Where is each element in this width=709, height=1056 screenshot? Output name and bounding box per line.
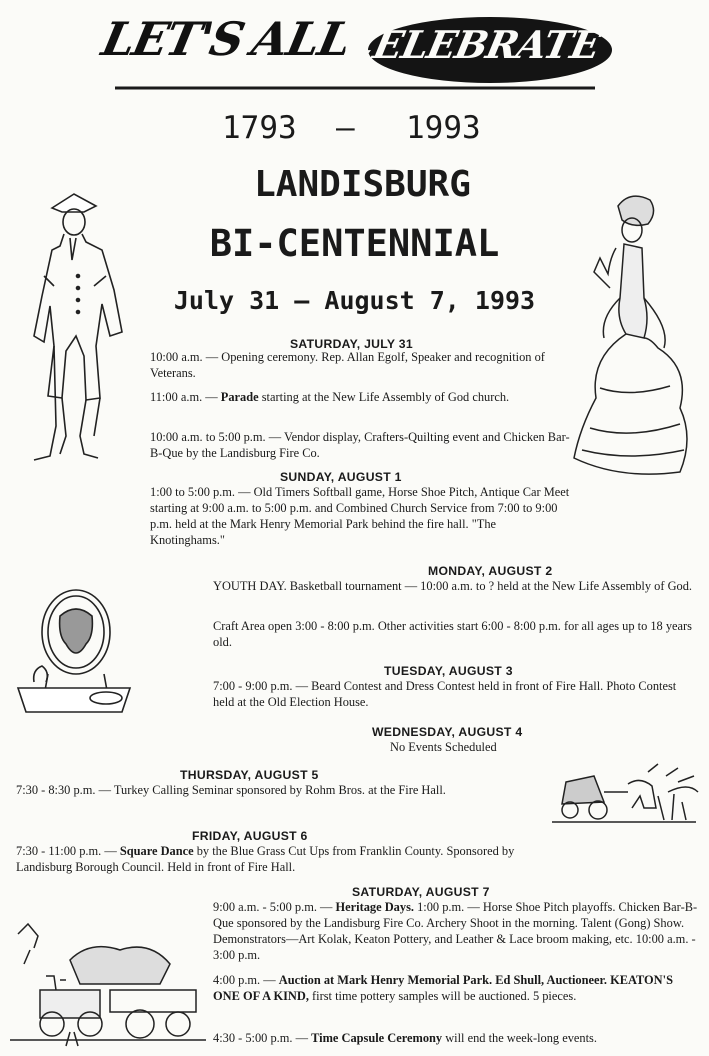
fri6-e1-pre: 7:30 - 11:00 p.m. — (16, 844, 120, 858)
tue3-event-1: 7:00 - 9:00 p.m. — Beard Contest and Dress Contest held in front of Fire Hall. Photo Contest held at the Old Election House. (213, 679, 677, 709)
years-line (200, 110, 500, 154)
sat7-event-2 (213, 972, 699, 1004)
heading-wednesday-august-4: WEDNESDAY, AUGUST 4 (372, 725, 523, 739)
sat7-e1-bold: Heritage Days. (335, 900, 414, 914)
thu5-event-1: 7:30 - 8:30 p.m. — Turkey Calling Seminar sponsored by Rohm Bros. at the Fire Hall. (16, 783, 446, 797)
sat31-event-1: 10:00 a.m. — Opening ceremony. Rep. Allan Egolf, Speaker and recognition of Veterans. (150, 350, 545, 380)
heading-monday-august-2: MONDAY, AUGUST 2 (428, 564, 553, 578)
sat31-event-3: 10:00 a.m. to 5:00 p.m. — Vendor display, Crafters-Quilting event and Chicken Bar-B-Que by the Landisburg Fire Co. (150, 430, 570, 460)
sat31-e2-bold: Parade (220, 390, 259, 404)
fri6-e1-post: by the Blue Grass Cut Ups from Franklin County. Sponsored by Landisburg Borough Council. Held in front of Fire Hall. (16, 844, 515, 874)
sat7-event-1 (213, 899, 699, 963)
title-bicentennial: BI-CENTENNIAL (209, 222, 500, 265)
heading-thursday-august-5: THURSDAY, AUGUST 5 (180, 768, 319, 782)
banner-all: ALL (247, 12, 357, 66)
colonial-man-icon (14, 186, 134, 476)
sat31-e2-pre: 11:00 a.m. — (150, 390, 221, 404)
sun1-event-1: 1:00 to 5:00 p.m. — Old Timers Softball game, Horse Shoe Pitch, Antique Car Meet starting at 9:00 a.m. to 5:00 p.m. and Combined Church Service from 7:00 to 9:00 p.m. held at the Mark Henry Memorial Park behind the fire hall. "The Knotinghams." (150, 485, 570, 547)
sat7-e3-pre: 4:30 - 5:00 p.m. — (213, 1031, 312, 1045)
mon2-event-2: Craft Area open 3:00 - 8:00 p.m. Other activities start 6:00 - 8:00 p.m. for all ages up to 18 years old. (213, 619, 692, 649)
heading-tuesday-august-3: TUESDAY, AUGUST 3 (384, 664, 513, 678)
fri6-e1-bold: Square Dance (119, 844, 194, 858)
sat7-e2-post: first time pottery samples will be auctioned. 5 pieces. (308, 989, 577, 1003)
stagecoach-icon (548, 762, 700, 834)
banner-celebrate: CELEBRATE (340, 22, 605, 67)
heading-saturday-july-31: SATURDAY, JULY 31 (290, 337, 413, 351)
banner-lets: LET'S (97, 12, 248, 66)
fri6-event-1 (16, 843, 516, 875)
sat7-e2-pre: 4:00 p.m. — (213, 973, 279, 987)
victorian-woman-icon (560, 188, 700, 480)
heading-sunday-august-1: SUNDAY, AUGUST 1 (280, 470, 402, 484)
heading-friday-august-6: FRIDAY, AUGUST 6 (192, 829, 308, 843)
sat7-e3-bold: Time Capsule Ceremony (311, 1031, 443, 1045)
title-landisburg: LANDISBURG (254, 164, 471, 205)
sat7-e1-post: 1:00 p.m. — Horse Shoe Pitch playoffs. Chicken Bar-B-Que sponsored by the Landisburg Fire Co. Archery Shoot in the morning. Talent (Gong) Show. Demonstrators—Art Kolak, Keaton Pottery, and Leather & Lace broom making, etc. 10:00 a.m. - 3:00 p.m. (213, 900, 698, 962)
sat7-e2-bold: Auction at Mark Henry Memorial Park. Ed Shull, Auctioneer. KEATON'S ONE OF A KIND, (213, 973, 673, 1003)
sat7-e1-pre: 9:00 a.m. - 5:00 p.m. — (213, 900, 336, 914)
sat7-event-3 (213, 1030, 699, 1046)
wed4-event-1: No Events Scheduled (390, 740, 497, 754)
sat7-e3-post: will end the week-long events. (442, 1031, 597, 1045)
covered-wagon-icon (10, 920, 206, 1050)
sat31-e2-post: starting at the New Life Assembly of God church. (258, 390, 510, 404)
year-end: 1993 (406, 110, 481, 146)
year-start: 1793 (222, 110, 297, 146)
mon2-event-1: YOUTH DAY. Basketball tournament — 10:00 a.m. to ? held at the New Life Assembly of God. (213, 579, 693, 593)
event-dates: July 31 — August 7, 1993 (173, 286, 536, 315)
sat31-event-2 (150, 389, 574, 405)
heading-saturday-august-7: SATURDAY, AUGUST 7 (352, 885, 490, 899)
bearded-man-mirror-icon (14, 586, 134, 720)
year-dash: — (336, 110, 355, 146)
banner (95, 4, 615, 96)
